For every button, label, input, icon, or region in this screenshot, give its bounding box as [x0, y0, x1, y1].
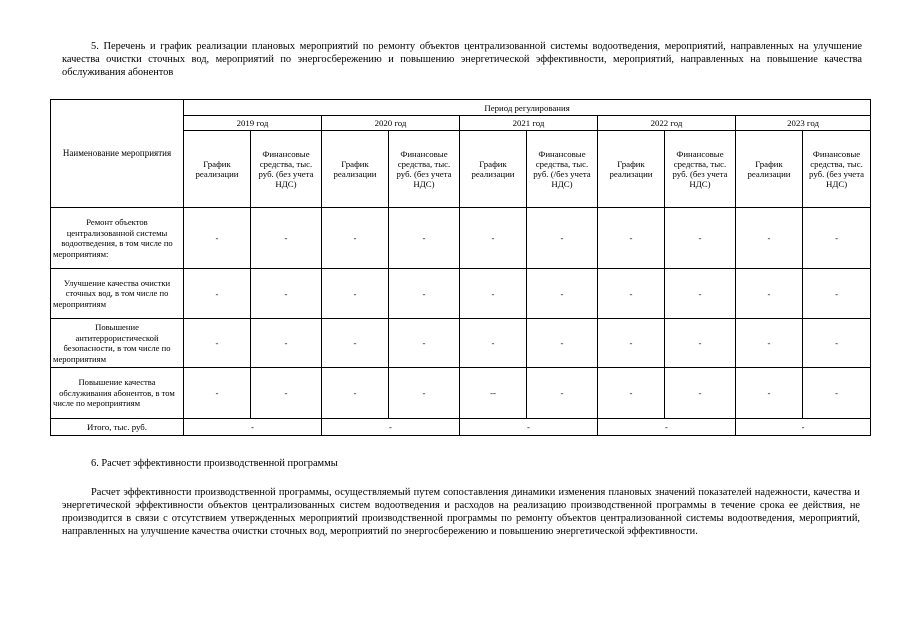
row-name: Повышение качества обслуживания абонентов, в том числе по мероприятиям [51, 368, 184, 419]
table-cell: - [389, 269, 460, 319]
table-cell: - [598, 208, 665, 269]
row-name: Ремонт объектов централизованной системы водоотведения, в том числе по мероприятиям: [51, 208, 184, 269]
plan-schedule-table [50, 99, 871, 436]
table-cell: - [736, 269, 803, 319]
total-cell-2019: - [184, 419, 322, 436]
table-cell: - [184, 368, 251, 419]
total-cell-2021: - [460, 419, 598, 436]
table-cell: - [322, 368, 389, 419]
table-row [51, 269, 871, 319]
total-cell-2020: - [322, 419, 460, 436]
table-cell: - [598, 269, 665, 319]
table-cell: - [184, 319, 251, 368]
table-row [51, 319, 871, 368]
table-total-row [51, 419, 871, 436]
table-cell: - [184, 269, 251, 319]
section-5-heading: 5. Перечень и график реализации плановых мероприятий по ремонту объектов централизованной системы водоотведения, мероприятий, направленных на улучшение качества очистки сточных вод, мероприятий по энергосбережению и повышению энергетической эффективности, мероприятий, направленных на повышение качества обслуживания абонентов [62, 41, 862, 78]
subheader-finance-2023: Финансовые средства, тыс. руб. (без учета НДС) [803, 131, 871, 208]
table-cell: - [251, 269, 322, 319]
table-cell: - [251, 368, 322, 419]
subheader-finance-2020: Финансовые средства, тыс. руб. (без учета НДС) [389, 131, 460, 208]
subheader-schedule-2019: График реализации [184, 131, 251, 208]
table-cell: - [598, 319, 665, 368]
table-cell: - [803, 319, 871, 368]
subheader-finance-2021: Финансовые средства, тыс. руб. (/без учета НДС) [527, 131, 598, 208]
table-cell: - [527, 269, 598, 319]
year-header-2019: 2019 год [184, 116, 322, 131]
table-cell: - [251, 208, 322, 269]
table-cell: - [389, 208, 460, 269]
table-row [51, 208, 871, 269]
table-cell: - [736, 208, 803, 269]
column-header-period: Период регулирования [184, 100, 871, 116]
table-cell: - [389, 368, 460, 419]
year-header-2020: 2020 год [322, 116, 460, 131]
total-cell-2022: - [598, 419, 736, 436]
table-cell: -- [460, 368, 527, 419]
row-name: Улучшение качества очистки сточных вод, в том числе по мероприятиям [51, 269, 184, 319]
subheader-schedule-2022: График реализации [598, 131, 665, 208]
table-cell: - [460, 269, 527, 319]
table-cell: - [736, 368, 803, 419]
table-cell: - [803, 368, 871, 419]
subheader-finance-2022: Финансовые средства, тыс. руб. (без учета НДС) [665, 131, 736, 208]
table-cell: - [736, 319, 803, 368]
table-cell: - [527, 319, 598, 368]
section-6-paragraph: Расчет эффективности производственной программы, осуществляемый путем сопоставления динамики изменения плановых значений показателей надежности, качества и энергетической эффективности объектов централизованных систем водоотведения и расходов на реализацию производственной программы в течение срока ее действия, не производится в связи с отсутствием утвержденных мероприятий производственной программы по ремонту объектов централизованной системы водоотведения, мероприятий, направленных на улучшение качества очистки сточных вод, мероприятий по энергосбережению и повышению энергетической эффективности. [62, 487, 860, 537]
table-cell: - [665, 208, 736, 269]
subheader-schedule-2023: График реализации [736, 131, 803, 208]
table-cell: - [460, 319, 527, 368]
year-header-2021: 2021 год [460, 116, 598, 131]
table-cell: - [803, 269, 871, 319]
table-cell: - [527, 208, 598, 269]
table-row [51, 368, 871, 419]
row-name: Повышение антитеррористической безопасности, в том числе по мероприятиям [51, 319, 184, 368]
year-header-2023: 2023 год [736, 116, 871, 131]
total-label: Итого, тыс. руб. [51, 419, 184, 436]
subheader-schedule-2021: График реализации [460, 131, 527, 208]
table-cell: - [527, 368, 598, 419]
table-cell: - [184, 208, 251, 269]
table-cell: - [665, 319, 736, 368]
subheader-schedule-2020: График реализации [322, 131, 389, 208]
table-cell: - [665, 269, 736, 319]
table-cell: - [322, 269, 389, 319]
table-cell: - [389, 319, 460, 368]
total-cell-2023: - [736, 419, 871, 436]
subheader-finance-2019: Финансовые средства, тыс. руб. (без учета НДС) [251, 131, 322, 208]
year-header-2022: 2022 год [598, 116, 736, 131]
table-cell: - [322, 208, 389, 269]
table-cell: - [598, 368, 665, 419]
section-6-heading: 6. Расчет эффективности производственной программы [91, 458, 338, 469]
table-cell: - [460, 208, 527, 269]
table-cell: - [803, 208, 871, 269]
table-cell: - [665, 368, 736, 419]
column-header-name: Наименование мероприятия [51, 100, 184, 208]
table-cell: - [322, 319, 389, 368]
table-cell: - [251, 319, 322, 368]
